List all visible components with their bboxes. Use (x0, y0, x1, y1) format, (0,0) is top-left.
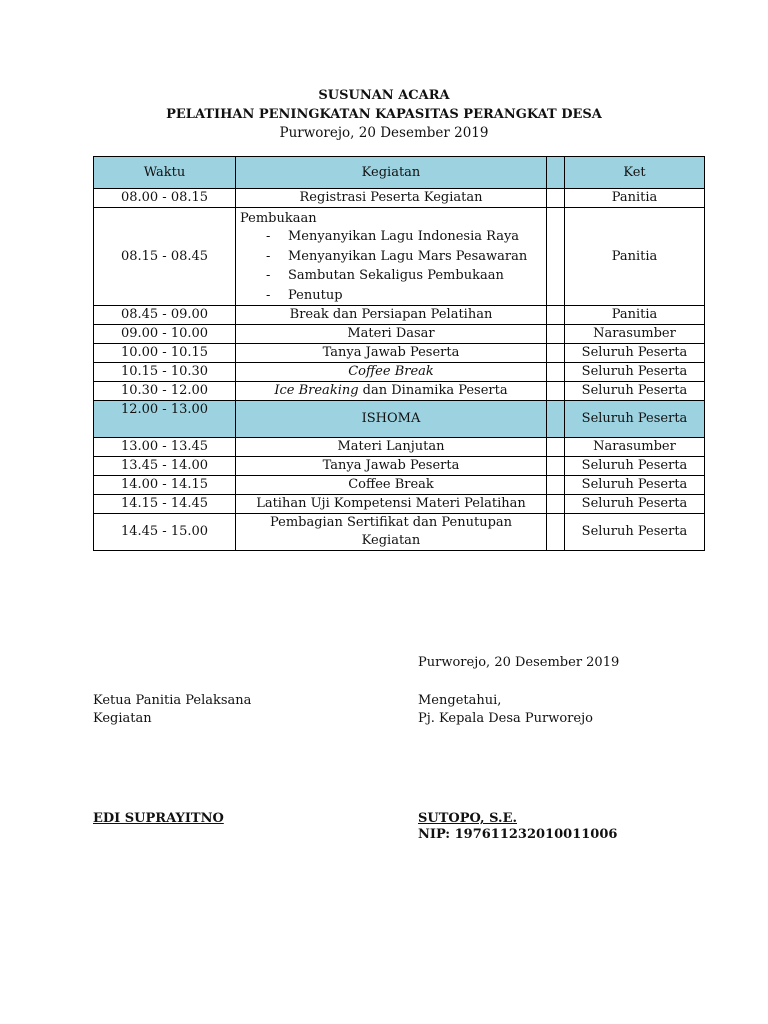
cell-waktu: 10.15 - 10.30 (94, 363, 236, 382)
cell-waktu: 10.30 - 12.00 (94, 382, 236, 401)
cell-blank (547, 363, 565, 382)
list-item-text: Menyanyikan Lagu Indonesia Raya (288, 229, 520, 244)
list-item-text: Menyanyikan Lagu Mars Pesawaran (288, 248, 528, 264)
cell-blank (547, 457, 565, 476)
cell-blank (547, 325, 565, 344)
cell-ket: Seluruh Peserta (565, 382, 705, 401)
column-header-ket: Ket (565, 157, 705, 189)
cell-ket: Seluruh Peserta (565, 514, 705, 551)
cell-waktu: 08.15 - 08.45 (94, 208, 236, 306)
cell-blank (547, 476, 565, 495)
table-row (94, 306, 705, 325)
table-row (94, 495, 705, 514)
table-row (94, 476, 705, 495)
list-item (240, 266, 542, 286)
cell-waktu: 14.45 - 15.00 (94, 514, 236, 551)
cell-ket: Seluruh Peserta (565, 401, 705, 438)
cell-waktu: 12.00 - 13.00 (94, 401, 236, 438)
list-item-text: Penutup (288, 287, 343, 303)
list-item (240, 286, 542, 306)
cell-ket: Panitia (565, 208, 705, 306)
table-row (94, 363, 705, 382)
cell-waktu: 14.15 - 14.45 (94, 495, 236, 514)
document-place-date: Purworejo, 20 Desember 2019 (279, 125, 489, 141)
cell-ket: Panitia (565, 306, 705, 325)
cell-ket: Narasumber (565, 325, 705, 344)
schedule-table (93, 156, 705, 551)
cell-kegiatan: Coffee Break (236, 476, 547, 495)
cell-blank (547, 495, 565, 514)
dash-bullet: - (266, 287, 271, 303)
signature-place-date: Purworejo, 20 Desember 2019 (418, 655, 620, 670)
kegiatan-italic-text: Ice Breaking (274, 383, 359, 398)
table-row (94, 457, 705, 476)
cell-ket: Panitia (565, 189, 705, 208)
column-header-kegiatan: Kegiatan (236, 157, 547, 189)
list-item (240, 227, 542, 247)
signature-right-role: Pj. Kepala Desa Purworejo (418, 711, 593, 726)
table-row (94, 208, 705, 306)
table-row (94, 382, 705, 401)
signature-right-name: SUTOPO, S.E. (418, 811, 517, 826)
cell-blank (547, 514, 565, 551)
cell-blank (547, 208, 565, 306)
cell-ket: Seluruh Peserta (565, 344, 705, 363)
cell-kegiatan: Latihan Uji Kompetensi Materi Pelatihan (236, 495, 547, 514)
dash-bullet: - (266, 229, 271, 244)
cell-blank (547, 438, 565, 457)
table-row (94, 438, 705, 457)
signature-known: Mengetahui, (418, 693, 502, 708)
column-header-waktu: Waktu (94, 157, 236, 189)
cell-kegiatan: ISHOMA (236, 401, 547, 438)
cell-kegiatan: Tanya Jawab Peserta (236, 344, 547, 363)
list-item (240, 247, 542, 267)
kegiatan-title: Pembukaan (240, 211, 317, 226)
cell-kegiatan: Tanya Jawab Peserta (236, 457, 547, 476)
table-header-row (94, 157, 705, 189)
cell-kegiatan: Break dan Persiapan Pelatihan (236, 306, 547, 325)
cell-kegiatan (236, 382, 547, 401)
kegiatan-text: dan Dinamika Peserta (358, 383, 508, 398)
cell-kegiatan: Coffee Break (236, 363, 547, 382)
cell-blank (547, 344, 565, 363)
cell-kegiatan: Registrasi Peserta Kegiatan (236, 189, 547, 208)
cell-blank (547, 401, 565, 438)
cell-blank (547, 306, 565, 325)
cell-ket: Seluruh Peserta (565, 495, 705, 514)
signature-right-nip: NIP: 197611232010011006 (418, 827, 618, 842)
table-row (94, 514, 705, 551)
document-title: SUSUNAN ACARA (318, 88, 450, 103)
cell-ket: Seluruh Peserta (565, 363, 705, 382)
cell-ket: Seluruh Peserta (565, 476, 705, 495)
table-row (94, 189, 705, 208)
cell-waktu: 13.45 - 14.00 (94, 457, 236, 476)
cell-waktu: 14.00 - 14.15 (94, 476, 236, 495)
document-subtitle: PELATIHAN PENINGKATAN KAPASITAS PERANGKAT DESA (166, 107, 602, 122)
cell-blank (547, 382, 565, 401)
dash-bullet: - (266, 248, 271, 264)
signature-left-name: EDI SUPRAYITNO (93, 811, 224, 826)
cell-ket: Seluruh Peserta (565, 457, 705, 476)
cell-kegiatan: Pembagian Sertifikat dan Penutupan Kegiatan (236, 514, 547, 551)
cell-kegiatan: Materi Dasar (236, 325, 547, 344)
signature-left-role: Ketua Panitia Pelaksana Kegiatan (93, 693, 252, 726)
kegiatan-list (240, 227, 542, 305)
cell-ket: Narasumber (565, 438, 705, 457)
list-item-text: Sambutan Sekaligus Pembukaan (288, 268, 504, 283)
dash-bullet: - (266, 268, 271, 283)
table-row-highlight (94, 401, 705, 438)
cell-waktu: 13.00 - 13.45 (94, 438, 236, 457)
cell-waktu: 08.00 - 08.15 (94, 189, 236, 208)
document-header (0, 86, 768, 143)
cell-blank (547, 189, 565, 208)
cell-waktu: 09.00 - 10.00 (94, 325, 236, 344)
table-row (94, 325, 705, 344)
cell-waktu: 08.45 - 09.00 (94, 306, 236, 325)
table-row (94, 344, 705, 363)
column-header-blank (547, 157, 565, 189)
cell-waktu: 10.00 - 10.15 (94, 344, 236, 363)
cell-kegiatan (236, 208, 547, 306)
cell-kegiatan: Materi Lanjutan (236, 438, 547, 457)
